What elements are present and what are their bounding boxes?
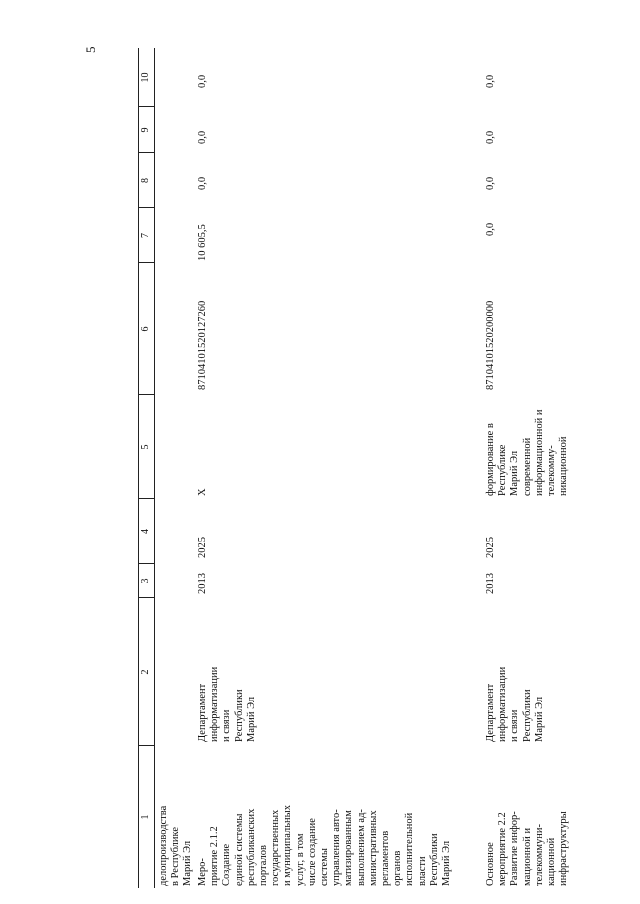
continuation-col-1: делопроизводства в Республике Марий Эл [158, 805, 194, 886]
row1-col-3: 2013 [197, 573, 208, 594]
row2-col-3: 2013 [485, 573, 496, 594]
row1-col-7: 10 605,5 [197, 224, 208, 261]
row2-col-7: 0,0 [485, 222, 496, 236]
row2-col-9: 0,0 [485, 130, 496, 144]
header-col-3: 3 [140, 578, 151, 584]
row2-col-10: 0,0 [485, 74, 496, 88]
header-col-9: 9 [140, 127, 151, 133]
row2-col-6: 87104101520200000 [485, 300, 496, 390]
header-col-5: 5 [140, 444, 151, 450]
row1-col-10: 0,0 [197, 74, 208, 88]
header-col-2: 2 [140, 669, 151, 675]
header-col-1: 1 [140, 814, 151, 820]
header-col-8: 8 [140, 178, 151, 183]
page-number: 5 [83, 46, 98, 53]
rotated-table [130, 48, 590, 888]
header-col-6: 6 [140, 326, 151, 332]
row2-col-1: Основное мероприятие 2.2 Развитие инфор- мационной и телекоммуни- кационной инфраструктуры [485, 811, 570, 886]
row1-col-6: 87104101520127260 [197, 300, 208, 390]
row1-col-9: 0,0 [197, 130, 208, 144]
row2-col-8: 0,0 [485, 176, 496, 190]
row2-col-5: формирование в Республике Марий Эл современной информационной и телекомму- никационной [485, 409, 570, 496]
row2-col-4: 2025 [485, 537, 496, 558]
row1-col-2: Департамент информатизации и связи Республики Марий Эл [197, 666, 257, 742]
row1-col-4: 2025 [197, 537, 208, 558]
header-col-7: 7 [140, 233, 151, 238]
row1-col-5: Х [197, 488, 208, 496]
row2-col-2: Департамент информатизации и связи Республики Марий Эл [485, 666, 545, 742]
row1-col-8: 0,0 [197, 176, 208, 190]
header-col-4: 4 [140, 529, 151, 534]
header-col-10: 10 [140, 72, 151, 83]
header-bottom-border [154, 48, 155, 888]
row1-col-1: Меро- приятие 2.1.2 Создание единой системы республиканских порталов государственных и муниципальных услуг, в том числе создание системы управления авто- матизированным выполнением ад- министративных регламентов органов исполнительной власти Республики Марий Эл [197, 805, 453, 886]
